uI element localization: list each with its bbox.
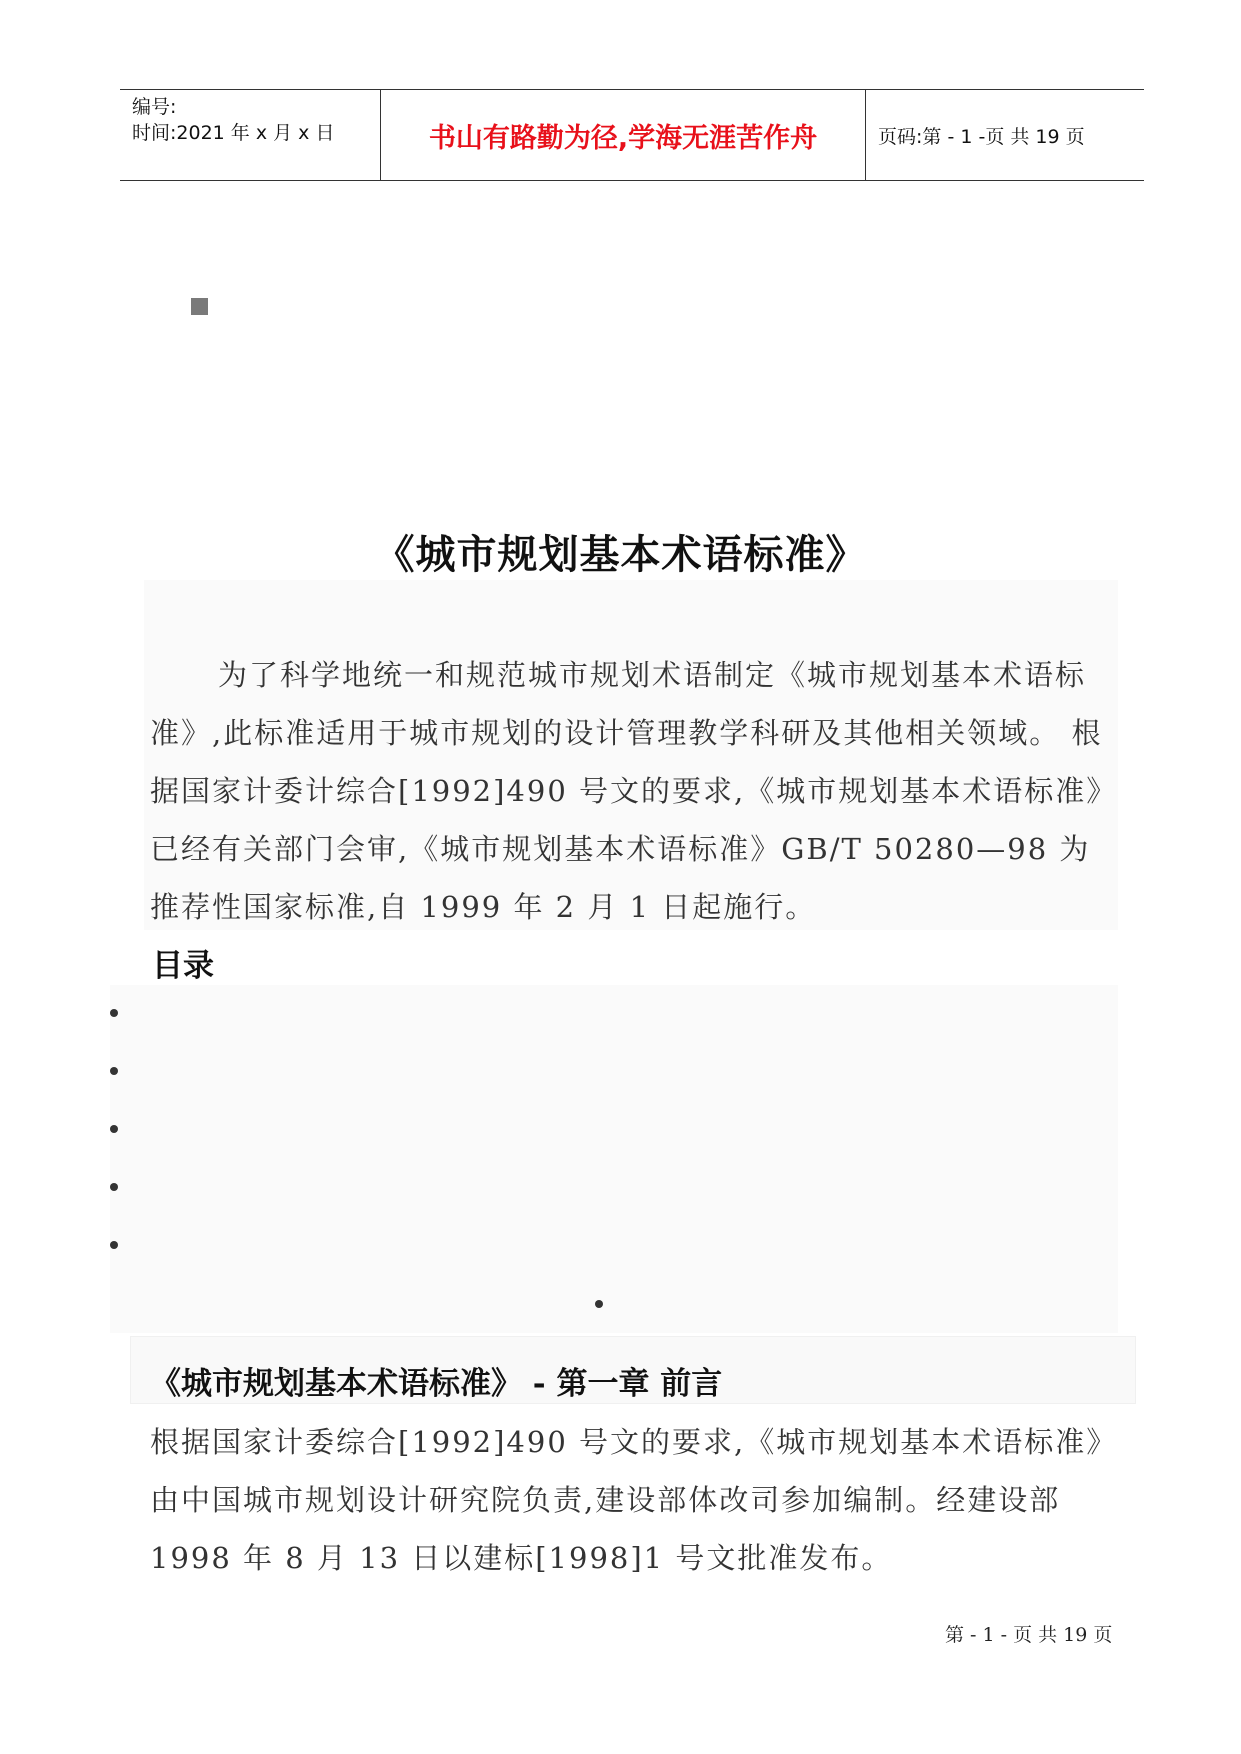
toc-item-bullet[interactable]	[110, 1183, 118, 1191]
chapter-paragraph: 根据国家计委综合[1992]490 号文的要求,《城市规划基本术语标准》由中国城市规划设计研究院负责,建设部体改司参加编制。经建设部 1998 年 8 月 13 日以建标[1998]1 号文批准发布。	[150, 1425, 1118, 1575]
header-motto: 书山有路勤为径,学海无涯苦作舟	[380, 90, 866, 180]
intro-text: 为了科学地统一和规范城市规划术语制定《城市规划基本术语标准》,此标准适用于城市规划的设计管理教学科研及其他相关领域。 根据国家计委计综合[1992]490 号文的要求,《城市规划基本术语标准》已经有关部门会审,《城市规划基本术语标准》GB/T 50280—98 为推荐性国家标准,自 1999 年 2 月 1 日起施行。	[150, 658, 1118, 924]
toc-item-bullet[interactable]	[110, 1241, 118, 1249]
toc-item-bullet[interactable]	[110, 1009, 118, 1017]
header-page-number: 页码:第 - 1 -页 共 19 页	[878, 125, 1085, 148]
page-footer: 第 - 1 - 页 共 19 页	[945, 1624, 1113, 1646]
toc-item-bullet[interactable]	[110, 1125, 118, 1133]
document-title: 《城市规划基本术语标准》	[374, 531, 867, 578]
toc-background	[110, 985, 1118, 1333]
toc-heading: 目录	[152, 948, 214, 984]
toc-item-bullet[interactable]	[110, 1067, 118, 1075]
document-number-label: 编号:	[132, 96, 177, 118]
header-meta	[120, 90, 380, 180]
square-bullet-icon	[191, 298, 208, 315]
toc-item-bullet[interactable]	[595, 1300, 603, 1308]
document-time-label: 时间:2021 年 x 月 x 日	[132, 122, 335, 144]
page-header	[120, 89, 1144, 181]
intro-paragraph	[150, 646, 1118, 936]
chapter-title: 《城市规划基本术语标准》 - 第一章 前言	[150, 1366, 723, 1402]
